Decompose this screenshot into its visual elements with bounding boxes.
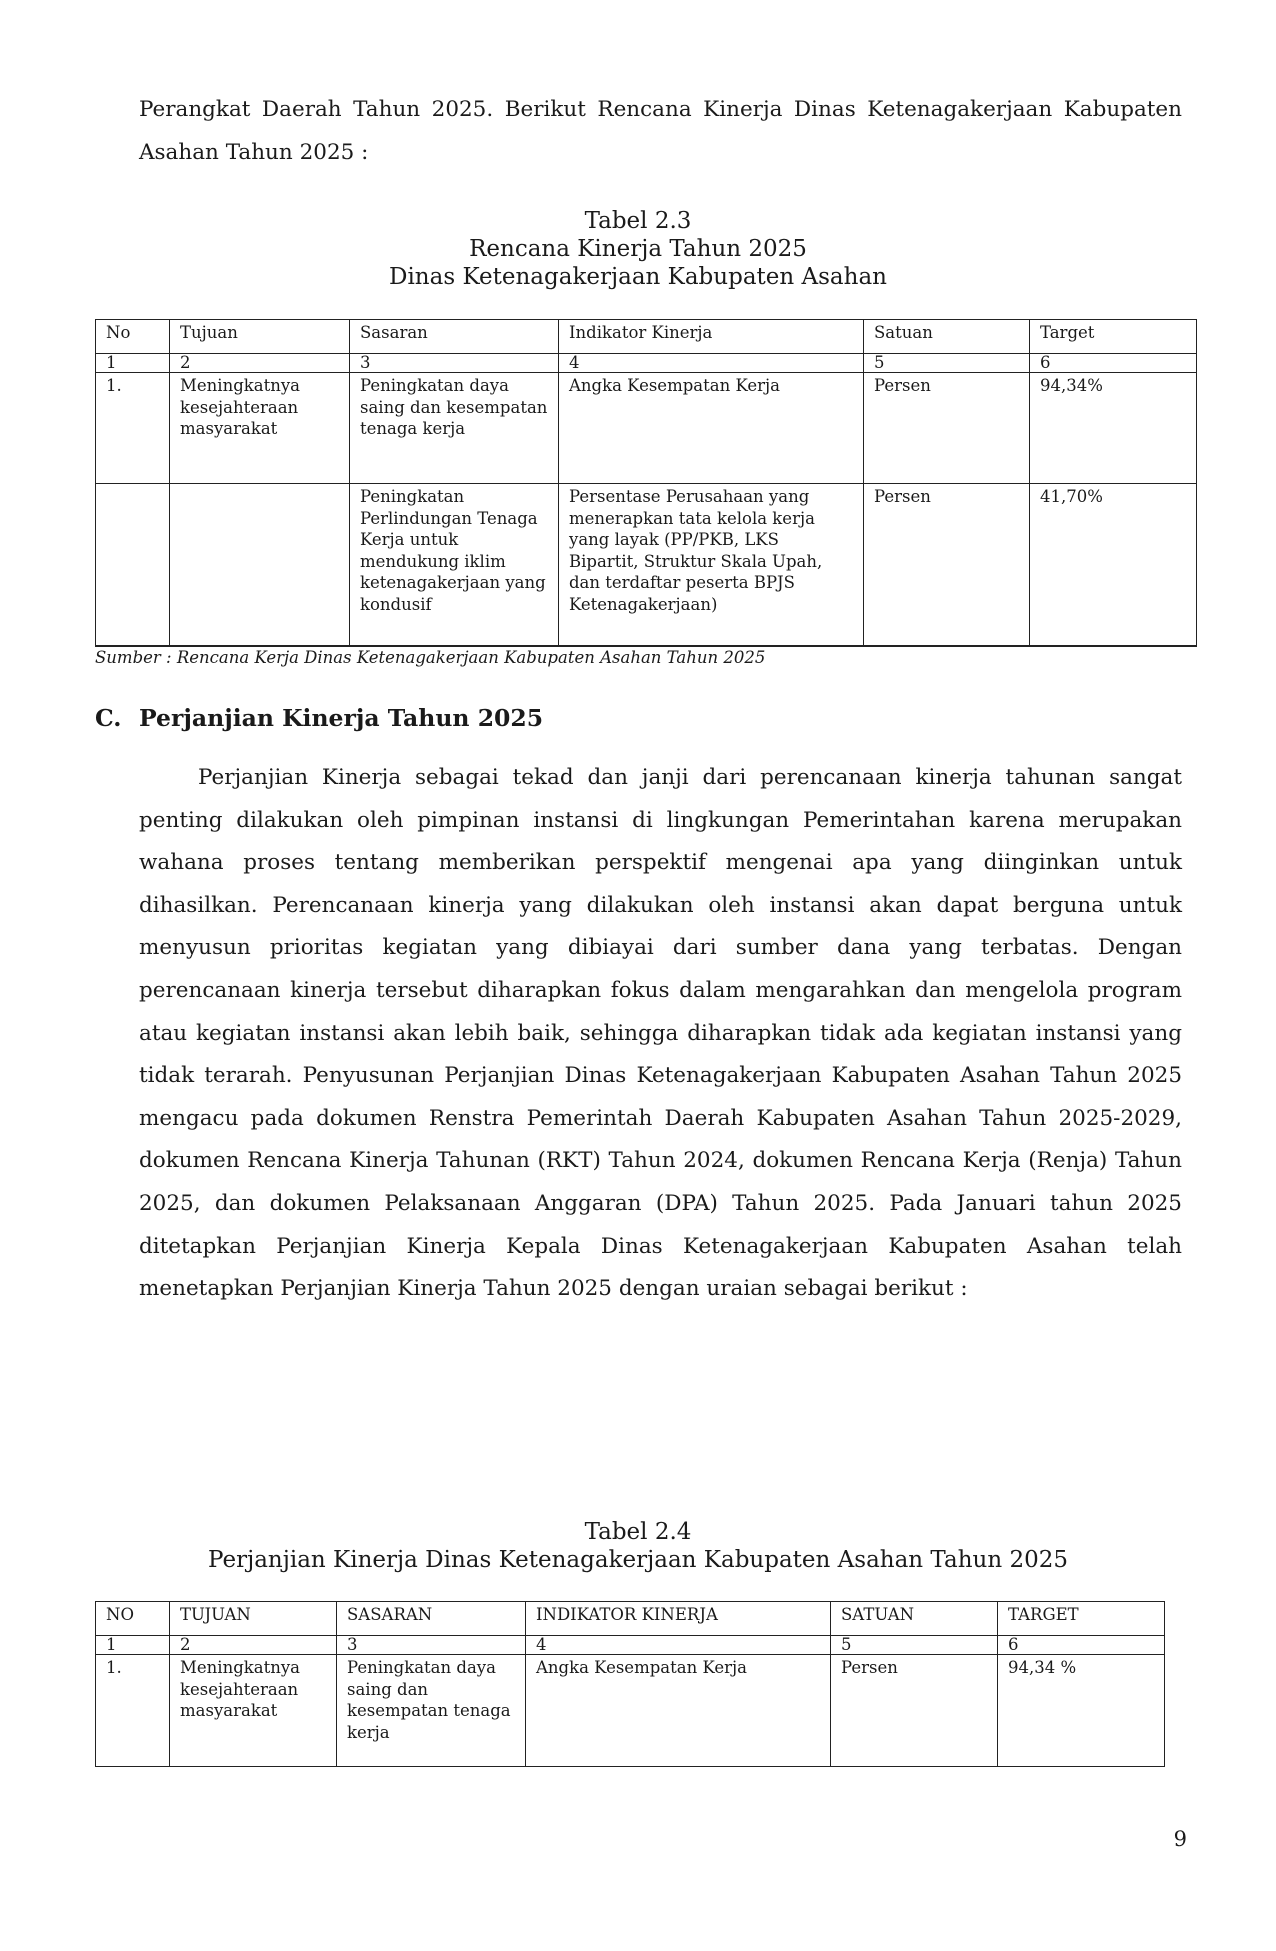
- table-cell: 41,70%: [1030, 484, 1197, 646]
- table-cell: Meningkatnya kesejahteraan masyarakat: [170, 373, 350, 484]
- table-header-row: [96, 320, 1197, 354]
- number-cell: 6: [1030, 354, 1197, 373]
- header-cell: TARGET: [998, 1602, 1165, 1636]
- header-cell: SASARAN: [337, 1602, 526, 1636]
- number-cell: 6: [998, 1636, 1165, 1655]
- table-perjanjian-kinerja: [95, 1601, 1165, 1767]
- table-cell: Persen: [831, 1655, 998, 1767]
- table-cell: 94,34%: [1030, 373, 1197, 484]
- table-number-row: [96, 1636, 1165, 1655]
- table-rencana-kinerja: [95, 319, 1197, 647]
- header-cell: Sasaran: [350, 320, 559, 354]
- section-letter: C.: [95, 704, 122, 732]
- table-cell: 1.: [96, 373, 170, 484]
- number-cell: 5: [831, 1636, 998, 1655]
- table-row: [96, 1655, 1165, 1767]
- number-cell: 5: [864, 354, 1030, 373]
- table-cell: 94,34 %: [998, 1655, 1165, 1767]
- number-cell: 2: [170, 1636, 337, 1655]
- number-cell: 1: [96, 1636, 170, 1655]
- header-cell: NO: [96, 1602, 170, 1636]
- table-cell: Angka Kesempatan Kerja: [559, 373, 864, 484]
- table-cell: Persen: [864, 484, 1030, 646]
- header-cell: Tujuan: [170, 320, 350, 354]
- number-cell: 3: [337, 1636, 526, 1655]
- intro-paragraph: Perangkat Daerah Tahun 2025. Berikut Rencana Kinerja Dinas Ketenagakerjaan Kabupaten Asahan Tahun 2025 :: [139, 97, 1182, 165]
- table1-caption-subtitle: Dinas Ketenagakerjaan Kabupaten Asahan: [389, 264, 887, 290]
- table-cell: Peningkatan Perlindungan Tenaga Kerja untuk mendukung iklim ketenagakerjaan yang kondusif: [350, 484, 559, 646]
- table1-caption-number: Tabel 2.3: [584, 208, 692, 234]
- header-cell: Satuan: [864, 320, 1030, 354]
- section-title: Perjanjian Kinerja Tahun 2025: [139, 704, 544, 732]
- table-cell: Peningkatan daya saing dan kesempatan tenaga kerja: [337, 1655, 526, 1767]
- header-cell: SATUAN: [831, 1602, 998, 1636]
- table-cell: Angka Kesempatan Kerja: [526, 1655, 831, 1767]
- table-row: [96, 484, 1197, 646]
- table-cell: [170, 484, 350, 646]
- number-cell: 3: [350, 354, 559, 373]
- number-cell: 4: [559, 354, 864, 373]
- page-number: 9: [1173, 1827, 1187, 1851]
- table2-caption-title: Perjanjian Kinerja Dinas Ketenagakerjaan Kabupaten Asahan Tahun 2025: [208, 1547, 1068, 1573]
- table-header-row: [96, 1602, 1165, 1636]
- table2-caption-number: Tabel 2.4: [584, 1519, 692, 1545]
- header-cell: No: [96, 320, 170, 354]
- number-cell: 2: [170, 354, 350, 373]
- header-cell: Target: [1030, 320, 1197, 354]
- header-cell: TUJUAN: [170, 1602, 337, 1636]
- table-cell: Meningkatnya kesejahteraan masyarakat: [170, 1655, 337, 1767]
- header-cell: INDIKATOR KINERJA: [526, 1602, 831, 1636]
- table-row: [96, 373, 1197, 484]
- number-cell: 1: [96, 354, 170, 373]
- table-cell: [96, 484, 170, 646]
- section-heading: [95, 704, 543, 732]
- header-cell: Indikator Kinerja: [559, 320, 864, 354]
- table-cell: Peningkatan daya saing dan kesempatan tenaga kerja: [350, 373, 559, 484]
- section-paragraph: Perjanjian Kinerja sebagai tekad dan janji dari perencanaan kinerja tahunan sangat penting dilakukan oleh pimpinan instansi di lingkungan Pemerintahan karena merupakan wahana proses tentang memberikan perspektif mengenai apa yang diinginkan untuk dihasilkan. Perencanaan kinerja yang dilakukan oleh instansi akan dapat berguna untuk menyusun prioritas kegiatan yang dibiayai dari sumber dana yang terbatas. Dengan perencanaan kinerja tersebut diharapkan fokus dalam mengarahkan dan mengelola program atau kegiatan instansi akan lebih baik, sehingga diharapkan tidak ada kegiatan instansi yang tidak terarah. Penyusunan Perjanjian Dinas Ketenagakerjaan Kabupaten Asahan Tahun 2025 mengacu pada dokumen Renstra Pemerintah Daerah Kabupaten Asahan Tahun 2025-2029, dokumen Rencana Kinerja Tahunan (RKT) Tahun 2024, dokumen Rencana Kerja (Renja) Tahun 2025, dan dokumen Pelaksanaan Anggaran (DPA) Tahun 2025. Pada Januari tahun 2025 ditetapkan Perjanjian Kinerja Kepala Dinas Ketenagakerjaan Kabupaten Asahan telah menetapkan Perjanjian Kinerja Tahun 2025 dengan uraian sebagai berikut :: [139, 765, 1182, 1302]
- number-cell: 4: [526, 1636, 831, 1655]
- table1-source-note: Sumber : Rencana Kerja Dinas Ketenagakerjaan Kabupaten Asahan Tahun 2025: [95, 648, 766, 667]
- table-number-row: [96, 354, 1197, 373]
- table1-caption-title: Rencana Kinerja Tahun 2025: [469, 236, 807, 262]
- table-cell: Persentase Perusahaan yang menerapkan tata kelola kerja yang layak (PP/PKB, LKS Bipartit, Struktur Skala Upah, dan terdaftar peserta BPJS Ketenagakerjaan): [559, 484, 864, 646]
- table-cell: Persen: [864, 373, 1030, 484]
- table-cell: 1.: [96, 1655, 170, 1767]
